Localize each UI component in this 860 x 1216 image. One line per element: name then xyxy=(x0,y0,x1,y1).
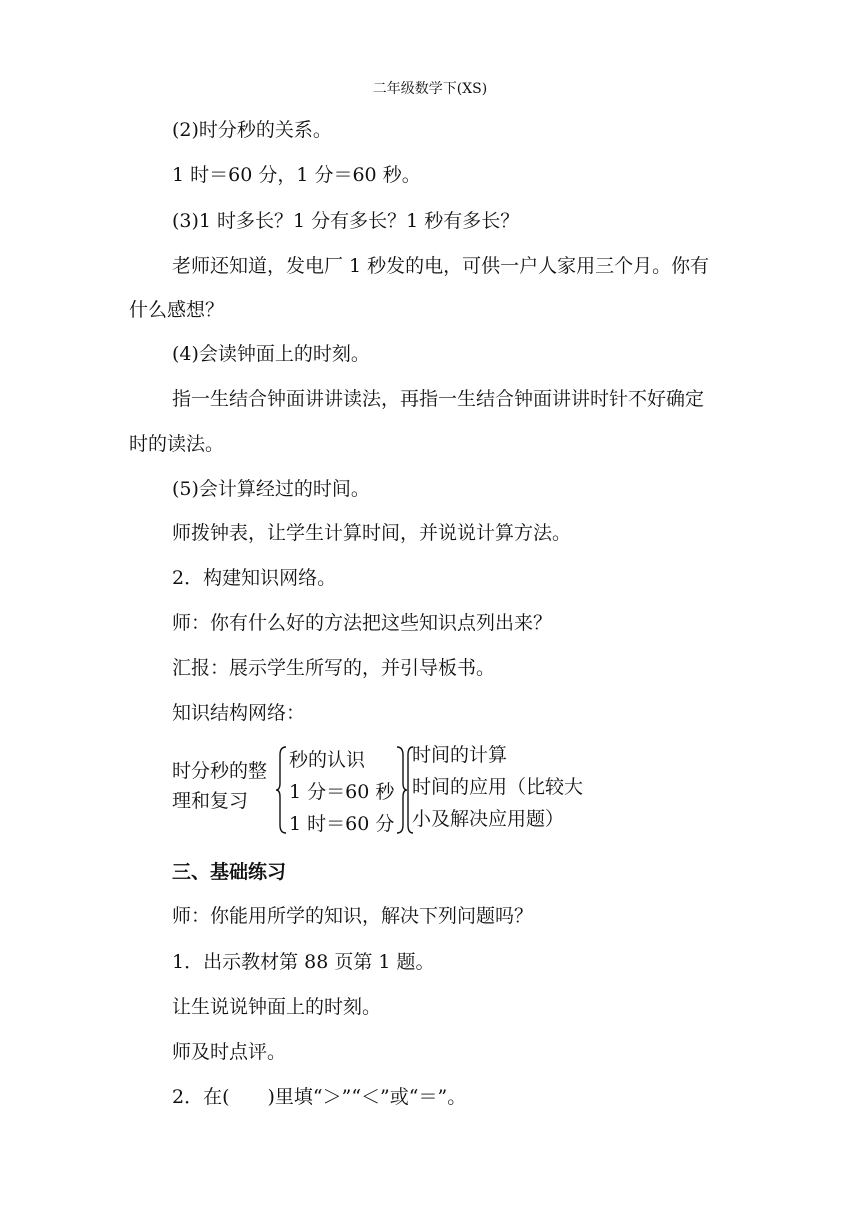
page-header: 二年级数学下(XS) xyxy=(372,81,488,97)
network-right-item: 小及解决应用题） xyxy=(412,808,565,830)
section-heading: 三、基础练习 xyxy=(172,861,287,883)
text-line: 时的读法。 xyxy=(129,433,225,455)
text-line: 1 时＝60 分，1 分＝60 秒。 xyxy=(172,164,421,186)
text-line: 老师还知道，发电厂 1 秒发的电，可供一户人家用三个月。你有 xyxy=(172,255,710,277)
text-line: 指一生结合钟面讲讲读法，再指一生结合钟面讲讲时针不好确定 xyxy=(172,388,705,410)
network-middle-item: 1 分＝60 秒 xyxy=(289,781,395,803)
network-root-line-2: 理和复习 xyxy=(172,790,249,812)
text-line: 汇报：展示学生所写的，并引导板书。 xyxy=(172,657,496,679)
network-right-item: 时间的应用（比较大 xyxy=(412,776,584,798)
text-line: (2)时分秒的关系。 xyxy=(172,119,332,141)
text-line: 师拨钟表，让学生计算时间，并说说计算方法。 xyxy=(172,522,572,544)
left-brace xyxy=(276,745,288,835)
text-line: (4)会读钟面上的时刻。 xyxy=(172,343,370,365)
text-line: 2．在( )里填“＞”“＜”或“＝”。 xyxy=(172,1086,467,1108)
text-line: 什么感想？ xyxy=(129,299,225,321)
network-right-item: 时间的计算 xyxy=(412,744,508,766)
text-line: (5)会计算经过的时间。 xyxy=(172,478,370,500)
network-middle-item: 秒的认识 xyxy=(289,749,366,771)
text-line: 让生说说钟面上的时刻。 xyxy=(172,996,382,1018)
text-line: 2．构建知识网络。 xyxy=(172,567,337,589)
text-line: 知识结构网络： xyxy=(172,702,306,724)
text-line: 1．出示教材第 88 页第 1 题。 xyxy=(172,951,435,973)
text-line: (3)1 时多长？1 分有多长？1 秒有多长？ xyxy=(172,210,520,232)
text-line: 师：你能用所学的知识，解决下列问题吗？ xyxy=(172,905,534,927)
network-middle-item: 1 时＝60 分 xyxy=(289,813,395,835)
network-root-line-1: 时分秒的整 xyxy=(172,760,268,782)
text-line: 师：你有什么好的方法把这些知识点列出来？ xyxy=(172,612,553,634)
text-line: 师及时点评。 xyxy=(172,1041,287,1063)
